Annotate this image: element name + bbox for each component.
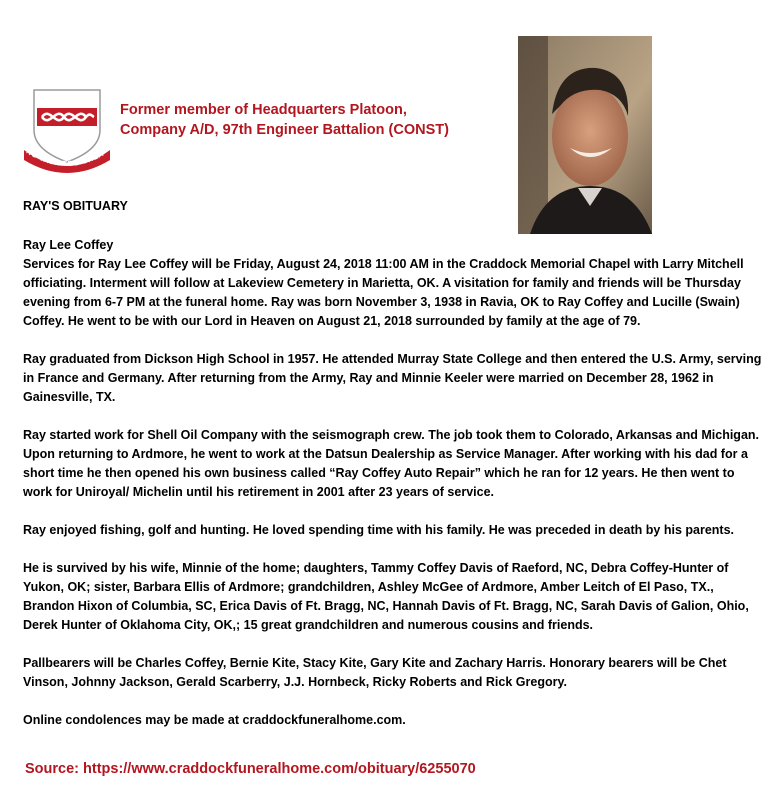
source-link[interactable]: Source: https://www.craddockfuneralhome.com/obituary/6255070 xyxy=(25,761,476,777)
obituary-name: Ray Lee Coffey xyxy=(23,238,114,252)
obituary-paragraph-7: Online condolences may be made at craddockfuneralhome.com. xyxy=(23,713,406,727)
section-title: RAY'S OBITUARY xyxy=(23,199,128,213)
obituary-paragraph-2: Ray graduated from Dickson High School in 1957. He attended Murray State College and then entered the U.S. Army, serving in France and Germany. After returning from the Army, Ray and Minnie Keeler were married on December 28, 1962 in Gainesville, TX. xyxy=(23,352,762,404)
obituary-paragraph-text: Services for Ray Lee Coffey will be Friday, August 24, 2018 11:00 AM in the Craddock Memorial Chapel with Larry Mitchell officiating. Interment will follow at Lakeview Cemetery in Marietta, OK. A visitation for family and friends will be Thursday evening from 6-7 PM at the funeral home. Ray was born November 3, 1938 in Ravia, OK to Ray Coffey and Lucille (Swain) Coffey. He went to be with our Lord in Heaven on August 21, 2018 surrounded by family at the age of 79. xyxy=(23,257,744,328)
unit-crest-icon xyxy=(20,86,114,178)
obituary-paragraph-4: Ray enjoyed fishing, golf and hunting. He loved spending time with his family. He was preceded in death by his parents. xyxy=(23,523,734,537)
unit-heading-line-2: Company A/D, 97th Engineer Battalion (CONST) xyxy=(120,122,449,138)
unit-heading-line-1: Former member of Headquarters Platoon, xyxy=(120,102,407,118)
portrait-photo xyxy=(518,36,652,234)
obituary-paragraph-1 xyxy=(23,236,765,331)
obituary-paragraph-3: Ray started work for Shell Oil Company with the seismograph crew. The job took them to Colorado, Arkansas and Michigan. Upon returning to Ardmore, he went to work at the Datsun Dealership as Service Manager. After working with his dad for a short time he then opened his own business called “Ray Coffey Auto Repair” which he ran for 12 years. He then went to work for Uniroyal/ Michelin until his retirement in 2001 after 23 years of service. xyxy=(23,428,760,499)
obituary-body xyxy=(23,236,765,730)
crest-motto: NO TASK TOO GREA xyxy=(24,146,105,169)
unit-heading xyxy=(120,100,510,140)
obituary-paragraph-5: He is survived by his wife, Minnie of the home; daughters, Tammy Coffey Davis of Raeford, NC, Debra Coffey-Hunter of Yukon, OK; sister, Barbara Ellis of Ardmore; grandchildren, Ashley McGee of Ardmore, Amber Leitch of El Paso, TX., Brandon Hixon of Columbia, SC, Erica Davis of Ft. Bragg, NC, Hannah Davis of Ft. Bragg, NC, Sarah Davis of Galion, Ohio, Derek Hunter of Oklahoma City, OK,; 15 great grandchildren and numerous cousins and friends. xyxy=(23,561,749,632)
obituary-paragraph-6: Pallbearers will be Charles Coffey, Bernie Kite, Stacy Kite, Gary Kite and Zachary Harris. Honorary bearers will be Chet Vinson, Johnny Jackson, Gerald Scarberry, J.J. Hornbeck, Ricky Roberts and Rick Gregory. xyxy=(23,656,727,689)
